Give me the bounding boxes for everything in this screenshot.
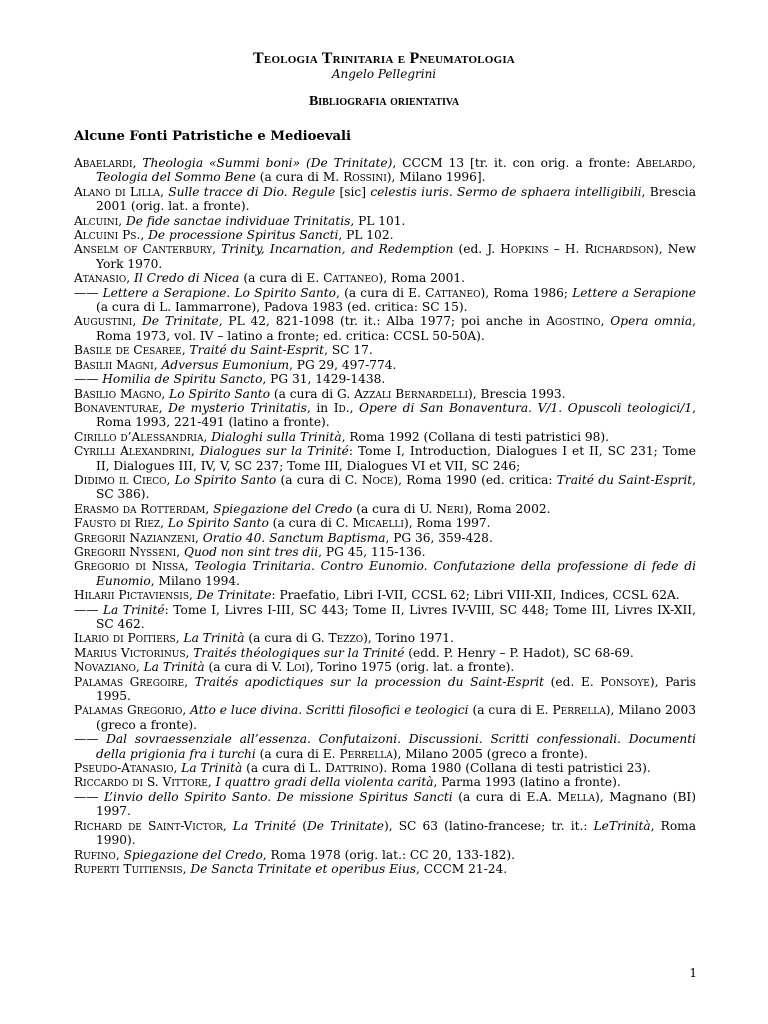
author-text: Alano di Lilla	[74, 184, 161, 199]
work-title-text: Opere di San Bonaventura. V/1. Opuscoli teologici/1	[359, 400, 693, 415]
work-title-text: Trinity, Incarnation, and Redemption	[221, 242, 454, 257]
work-title-text: La Trinità	[183, 631, 245, 646]
citation-text: ), Roma 1986;	[480, 285, 573, 300]
author-text: Abelardo	[636, 156, 693, 170]
work-title-text: Il Credo di Nicea	[134, 271, 240, 286]
work-title-text: Homilia de Spiritu Sancto	[102, 372, 263, 387]
work-title-text: LeTrinità	[593, 818, 651, 833]
citation-text: , PG 31, 1429-1438.	[262, 372, 386, 387]
bibliography-entry	[74, 646, 696, 660]
citation-text: ,	[160, 184, 169, 199]
author-name: Angelo Pellegrini	[331, 67, 437, 81]
author-text: Pseudo-Atanasio	[74, 761, 174, 776]
bibliography-entry	[74, 343, 696, 357]
work-title-text: Atto e luce divina. Scritti filosofici e teologici	[190, 703, 469, 718]
citation-text: (a cura di E.	[468, 703, 553, 718]
citation-text: (a cura di L. Iammarrone), Padova 1983 (ed. critica: SC 15).	[96, 300, 468, 315]
work-title-text: Lo Spirito Santo	[169, 386, 271, 401]
citation-text: ,	[160, 516, 168, 531]
citation-text: ), Roma 2001.	[378, 271, 466, 286]
work-title-text: Traités théologiques sur la Trinité	[193, 645, 405, 660]
citation-text: ,	[132, 314, 143, 329]
author-text: Micaelli	[352, 516, 404, 531]
citation-text: ,	[175, 631, 184, 646]
bibliography-entry	[74, 545, 696, 559]
author-text: Augustini	[74, 314, 133, 329]
bibliography-entry	[74, 286, 696, 315]
citation-text: (a cura di G.	[244, 631, 329, 646]
citation-text: (a cura di E.	[239, 271, 324, 286]
work-title-text: Dialogues sur la Trinité	[199, 444, 349, 459]
work-title-text: La Trinità	[181, 761, 243, 776]
bibliography-entry	[74, 703, 696, 732]
author-text: Hilarii Pictaviensis	[74, 588, 190, 603]
citation-text: ,	[222, 818, 233, 833]
citation-text: ——	[74, 789, 104, 804]
citation-text: ,	[153, 357, 162, 372]
bibliography-entry	[74, 559, 696, 588]
bibliography-entry	[74, 430, 696, 444]
bibliography-entry	[74, 848, 696, 862]
author-text: Gregorio di Nissa	[74, 559, 185, 574]
author-text: Palamas Gregorio	[74, 703, 183, 718]
bibliography-entry	[74, 588, 696, 602]
citation-text: ,	[600, 314, 611, 329]
citation-text: , SC 17.	[324, 343, 373, 358]
citation-text: , Roma 1973, vol. IV – latino a fronte; ed. critica: CCSL 50-50A).	[96, 314, 696, 343]
citation-text: (ed. E.	[544, 674, 601, 689]
citation-text: (a cura di E.	[255, 746, 340, 761]
bibliography-entry	[74, 862, 696, 876]
citation-text: ,	[181, 343, 190, 358]
citation-text: ,	[205, 501, 214, 516]
author-text: Novaziano	[74, 660, 136, 675]
bibliography-entry	[74, 372, 696, 386]
section-heading: Alcune Fonti Patristiche e Medioevali	[74, 129, 352, 144]
citation-text: ——	[74, 372, 103, 387]
citation-text: , in	[306, 400, 334, 415]
citation-text: ,	[132, 156, 143, 170]
bibliography-entry	[74, 775, 696, 789]
author-text: Richardson	[584, 242, 654, 257]
citation-text: ), Milano 2005 (greco a fronte).	[392, 746, 588, 761]
citation-text: , Parma 1993 (latino a fronte).	[433, 775, 621, 790]
citation-text: ), Roma 1997.	[403, 516, 491, 531]
work-title-text: L’invio dello Spirito Santo. De missione Spiritus Sancti	[103, 789, 453, 804]
bibliography-entry	[74, 156, 696, 185]
citation-text: ), Torino 1971.	[363, 631, 454, 646]
work-title-text: Spiegazione del Credo	[213, 501, 353, 516]
work-title-text: La Trinité	[102, 602, 165, 617]
author-text: Bonaventurae	[74, 400, 159, 415]
author-text: Palamas Gregoire	[74, 674, 185, 689]
citation-text: ,	[692, 156, 697, 170]
work-title-text: Lettere a Serapione	[572, 285, 696, 300]
work-title-text: I quattro gradi della violenta carità	[215, 775, 434, 790]
citation-text: ,	[166, 472, 175, 487]
citation-text: ,	[189, 588, 197, 603]
citation-text: , CCCM 13 [tr. it. con orig. a fronte:	[392, 156, 637, 170]
work-title-text: Oratio 40. Sanctum Baptisma	[202, 530, 386, 545]
work-title-text: Quod non sint tres dii	[183, 544, 319, 559]
bibliography-entry	[74, 732, 696, 761]
bibliography-entry	[74, 790, 696, 819]
author-text: Azzali Bernardelli	[354, 386, 469, 401]
bibliography-entry	[74, 631, 696, 645]
citation-text: – H.	[548, 242, 585, 257]
citation-text: (a cura di U.	[352, 501, 437, 516]
citation-text: (a cura di E.A.	[452, 789, 558, 804]
work-title-text: Teologia del Sommo Bene	[96, 170, 256, 185]
work-title-text: La Trinité	[232, 818, 297, 833]
citation-text: ,	[118, 213, 126, 228]
author-text: Alcuini Ps.	[74, 228, 141, 243]
document-subtitle: Bibliografia orientativa	[308, 94, 460, 109]
work-title-text: La Trinità	[143, 660, 205, 675]
author-text: Ilario di Poitiers	[74, 631, 176, 646]
citation-text: (a cura di L.	[242, 761, 326, 776]
author-text: Cyrilli Alexandrini	[74, 444, 191, 459]
work-title-text: celestis iuris. Sermo de sphaera intelligibili	[370, 184, 642, 199]
citation-text: ,	[115, 847, 124, 862]
author-text: Richard de Saint-Victor	[74, 818, 223, 833]
author-text: Ponsoye	[600, 674, 650, 689]
work-title-text: De Trinitate	[142, 314, 219, 329]
citation-text: ), New York 1970.	[96, 242, 697, 271]
citation-text: ,	[190, 444, 200, 459]
work-title-text: Traité du Saint-Esprit	[189, 343, 325, 358]
citation-text: , (a cura di E.	[336, 285, 426, 300]
author-text: Anselm of Canterbury	[74, 242, 213, 257]
citation-text: ,	[161, 386, 170, 401]
bibliography-entry	[74, 761, 696, 775]
author-text: Cattaneo	[323, 271, 379, 286]
bibliography-entry	[74, 387, 696, 401]
author-text: Basile de Cesaree	[74, 343, 182, 358]
citation-text: (ed. J.	[453, 242, 501, 257]
author-text: Marius Victorinus	[74, 645, 186, 660]
citation-text: (a cura di C.	[268, 516, 353, 531]
citation-text: ), Roma 2002.	[463, 501, 551, 516]
citation-text: ,	[195, 530, 203, 545]
work-title-text: De processione Spiritus Sancti	[148, 228, 339, 243]
citation-text: ). Roma 1980 (Collana di testi patristici 23).	[378, 761, 651, 776]
citation-text: ,	[349, 400, 360, 415]
bibliography-entry	[74, 603, 696, 632]
citation-text: , PL 42, 821-1098 (tr. it.: Alba 1977; poi anche in	[218, 314, 547, 329]
work-title-text: Adversus Eumonium	[161, 357, 290, 372]
work-title-text: Spiegazione del Credo	[123, 847, 263, 862]
citation-text: ——	[74, 285, 103, 300]
bibliography-entry	[74, 401, 696, 430]
citation-text: , Milano 1994.	[150, 573, 240, 588]
bibliography-entry	[74, 358, 696, 372]
author-text: Fausto di Riez	[74, 516, 161, 531]
citation-text: ,	[158, 400, 169, 415]
author-text: Atanasio	[74, 271, 127, 286]
work-title-text: Theologia «Summi boni» (De Trinitate)	[142, 156, 393, 170]
citation-text: ), Brescia 1993.	[468, 386, 566, 401]
work-title-text: Traités apodictiques sur la procession du Saint-Esprit	[194, 674, 545, 689]
work-title-text: Lo Spirito Santo	[167, 516, 269, 531]
author-text: Cirillo d’Alessandria	[74, 429, 204, 444]
bibliography-entry	[74, 675, 696, 704]
bibliography-list	[74, 156, 696, 876]
citation-text: (	[296, 818, 307, 833]
citation-text: , Brescia 2001 (orig. lat. a fronte).	[96, 184, 696, 214]
citation-text: ,	[126, 271, 135, 286]
work-title-text: De fide sanctae individuae Trinitatis	[126, 213, 351, 228]
work-title-text: Dal sovraessenziale all’essenza. Confutaizoni. Discussioni. Scritti confessionali. Documenti della prigionia fra i turchi	[96, 732, 697, 761]
bibliography-entry	[74, 502, 696, 516]
bibliography-entry	[74, 819, 696, 848]
citation-text: ,	[203, 429, 212, 444]
work-title-text: Dialoghi sulla Trinità	[211, 429, 342, 444]
citation-text: ,	[184, 674, 195, 689]
citation-text: ), Torino 1975 (orig. lat. a fronte).	[305, 660, 515, 675]
citation-text: ), Milano 2003 (greco a fronte).	[96, 703, 697, 732]
page-number: 1	[689, 966, 697, 980]
citation-text: ,	[212, 242, 222, 257]
citation-text: ——	[74, 732, 107, 747]
work-title-text: De Trinitate	[196, 588, 272, 603]
citation-text: : Tome I, Livres I-III, SC 443; Tome II, Livres IV-VIII, SC 448; Tome III, Livres IX-XII, SC 462.	[96, 602, 697, 631]
author-text: Noce	[361, 472, 394, 487]
author-text: Abaelardi	[74, 156, 133, 170]
citation-text: , SC 386).	[96, 472, 697, 502]
author-text: Gregorii Nysseni	[74, 544, 177, 559]
author-text: Mella	[557, 789, 596, 804]
bibliography-entry	[74, 516, 696, 530]
author-text: Didimo il Cieco	[74, 472, 167, 487]
citation-text: (a cura di G.	[270, 386, 355, 401]
citation-text: : Praefatio, Libri I-VII, CCSL 62; Libri VIII-XII, Indices, CCSL 62A.	[271, 588, 680, 603]
work-title-text: Sulle tracce di Dio. Regule	[168, 184, 336, 199]
bibliography-entry	[74, 314, 696, 343]
author-text: Hopkins	[500, 242, 549, 257]
citation-text: , Roma 1978 (orig. lat.: CC 20, 133-182).	[262, 847, 515, 862]
bibliography-entry	[74, 531, 696, 545]
citation-text: , CCCM 21-24.	[416, 861, 508, 876]
author-text: Gregorii Nazianzeni	[74, 530, 196, 545]
author-text: Rufino	[74, 847, 116, 862]
citation-text: ,	[173, 761, 182, 776]
bibliography-entry	[74, 444, 696, 473]
citation-text: , Roma 1993, 221-491 (latino a fronte).	[96, 400, 696, 430]
citation-text: , Roma 1990).	[96, 818, 697, 848]
author-text: Tezzo	[328, 631, 364, 646]
citation-text: ,	[184, 559, 195, 574]
citation-text: , Roma 1992 (Collana di testi patristici 98).	[341, 429, 610, 444]
work-title-text: De Sancta Trinitate et operibus Eius	[190, 861, 417, 876]
citation-text: ), Milano 1996].	[386, 170, 486, 185]
author-text: Perrella	[339, 746, 393, 761]
citation-text: ,	[182, 861, 191, 876]
document-title: Teologia Trinitaria e Pneumatologia	[253, 50, 515, 67]
author-text: Neri	[436, 501, 464, 516]
author-text: Agostino	[546, 314, 601, 329]
author-text: Ruperti Tuitiensis	[74, 861, 183, 876]
author-text: Perrella	[552, 703, 606, 718]
citation-text: ,	[140, 228, 149, 243]
citation-text: : Tome I, Introduction, Dialogues I et II, SC 231; Tome II, Dialogues III, IV, V, SC 237; Tome III, Dialogues VI et VII, SC 246;	[96, 444, 696, 473]
work-title-text: De mysterio Trinitatis	[168, 400, 307, 415]
author-text: Id.	[333, 400, 350, 415]
author-text: Alcuini	[74, 213, 119, 228]
citation-text: (a cura di M.	[255, 170, 344, 185]
author-text: Dattrino	[325, 761, 379, 776]
author-text: Loi	[286, 660, 306, 675]
bibliography-entry	[74, 185, 696, 214]
citation-text: ), Magnano (BI) 1997.	[96, 789, 696, 819]
citation-text: (edd. P. Henry – P. Hadot), SC 68-69.	[404, 645, 634, 660]
work-title-text: Traité du Saint-Esprit	[556, 472, 693, 487]
citation-text: , PL 102.	[338, 228, 394, 243]
author-text: Basilii Magni	[74, 357, 154, 372]
citation-text: [sic]	[335, 184, 371, 199]
citation-text: ,	[207, 775, 216, 790]
citation-text: (a cura di C.	[276, 472, 362, 487]
citation-text: , PL 101.	[350, 213, 406, 228]
bibliography-entry	[74, 473, 696, 502]
bibliography-entry	[74, 271, 696, 285]
citation-text: (a cura di V.	[204, 660, 286, 675]
citation-text: ,	[176, 544, 184, 559]
author-text: Erasmo da Rotterdam	[74, 501, 206, 516]
work-title-text: Lo Spirito Santo	[174, 472, 277, 487]
work-title-text: De Trinitate	[306, 818, 384, 833]
citation-text: ——	[74, 602, 103, 617]
citation-text: ), SC 63 (latino-francese; tr. it.:	[383, 818, 594, 833]
bibliography-entry	[74, 214, 696, 228]
citation-text: , PG 36, 359-428.	[385, 530, 493, 545]
citation-text: ,	[182, 703, 191, 718]
citation-text: ,	[135, 660, 144, 675]
author-text: Riccardo di S. Vittore	[74, 775, 208, 790]
work-title-text: Opera omnia	[610, 314, 693, 329]
author-text: Cattaneo	[425, 285, 481, 300]
citation-text: ), Roma 1990 (ed. critica:	[393, 472, 557, 487]
author-text: Rossini	[343, 170, 387, 185]
work-title-text: Teologia Trinitaria. Contro Eunomio. Confutazione della professione di fede di Eunomio	[96, 559, 696, 588]
citation-text: , PG 45, 115-136.	[318, 544, 426, 559]
bibliography-entry	[74, 660, 696, 674]
work-title-text: Lettere a Serapione. Lo Spirito Santo	[102, 285, 336, 300]
author-text: Basilio Magno	[74, 386, 162, 401]
citation-text: ,	[185, 645, 194, 660]
bibliography-entry	[74, 228, 696, 242]
citation-text: , PG 29, 497-774.	[289, 357, 397, 372]
citation-text: ), Paris 1995.	[96, 674, 697, 704]
bibliography-entry	[74, 242, 696, 271]
